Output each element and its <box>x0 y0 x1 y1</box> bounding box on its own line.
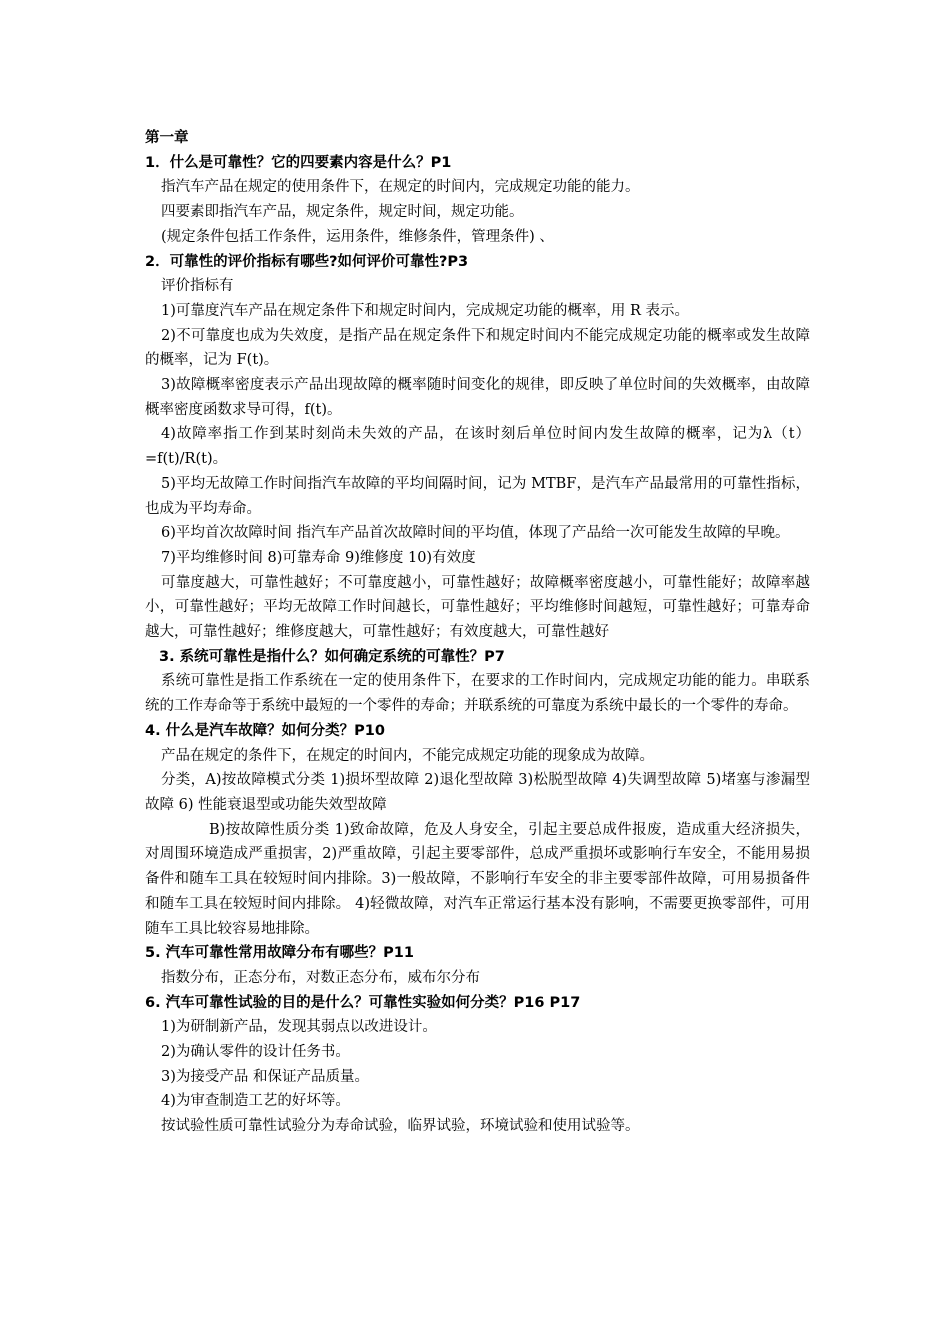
list-item: 2)不可靠度也成为失效度，是指产品在规定条件下和规定时间内不能完成规定功能的概率或发生故障的概率，记为 F(t)。 <box>145 327 810 369</box>
question-2-heading: 2．可靠性的评价指标有哪些?如何评价可靠性?P3 <box>145 253 469 270</box>
list-item: 3)为接受产品 和保证产品质量。 <box>161 1068 369 1085</box>
list-item: 6)平均首次故障时间 指汽车产品首次故障时间的平均值，体现了产品给一次可能发生故障的早晚。 <box>161 525 790 542</box>
list-item: 1)可靠度汽车产品在规定条件下和规定时间内，完成规定功能的概率，用 R 表示。 <box>161 302 690 319</box>
paragraph: 指数分布，正态分布，对数正态分布，威布尔分布 <box>161 969 480 986</box>
paragraph: 四要素即指汽车产品，规定条件，规定时间，规定功能。 <box>161 204 524 221</box>
question-6-heading: 6. 汽车可靠性试验的目的是什么？可靠性实验如何分类？P16 P17 <box>145 994 581 1011</box>
list-item: 1)为研制新产品，发现其弱点以改进设计。 <box>161 1019 437 1036</box>
list-item: 4)故障率指工作到某时刻尚未失效的产品，在该时刻后单位时间内发生故障的概率，记为λ（t）=f(t)/R(t)。 <box>145 426 810 468</box>
paragraph: 可靠度越大，可靠性越好；不可靠度越小，可靠性越好；故障概率密度越小，可靠性能好；故障率越小，可靠性越好；平均无故障工作时间越长，可靠性越好；平均维修时间越短，可靠性越好；可靠寿命越大，可靠性越好；维修度越大，可靠性越好；有效度越大，可靠性越好 <box>145 574 810 641</box>
paragraph: 系统可靠性是指工作系统在一定的使用条件下，在要求的工作时间内，完成规定功能的能力。串联系统的工作寿命等于系统中最短的一个零件的寿命；并联系统的可靠度为系统中最长的一个零件的寿命。 <box>145 673 810 715</box>
paragraph: (规定条件包括工作条件，运用条件，维修条件，管理条件) 、 <box>161 228 554 245</box>
paragraph: 评价指标有 <box>161 278 234 295</box>
question-3-heading: 3. 系统可靠性是指什么？如何确定系统的可靠性？P7 <box>159 648 505 665</box>
paragraph: 产品在规定的条件下，在规定的时间内，不能完成规定功能的现象成为故障。 <box>161 747 654 764</box>
question-4-heading: 4. 什么是汽车故障？如何分类？P10 <box>145 722 385 739</box>
list-item: 4)为审查制造工艺的好坏等。 <box>161 1093 350 1110</box>
list-item: 2)为确认零件的设计任务书。 <box>161 1044 350 1061</box>
chapter-title: 第一章 <box>145 130 189 146</box>
paragraph: 指汽车产品在规定的使用条件下，在规定的时间内，完成规定功能的能力。 <box>161 179 640 196</box>
question-1-heading: 1．什么是可靠性？它的四要素内容是什么？P1 <box>145 154 452 171</box>
list-item: 5)平均无故障工作时间指汽车故障的平均间隔时间，记为 MTBF，是汽车产品最常用的可靠性指标，也成为平均寿命。 <box>145 475 810 517</box>
question-5-heading: 5. 汽车可靠性常用故障分布有哪些？P11 <box>145 945 414 962</box>
paragraph: B)按故障性质分类 1)致命故障，危及人身安全，引起主要总成件报废，造成重大经济损失，对周围环境造成严重损害，2)严重故障，引起主要零部件，总成严重损坏或影响行车安全，不能用易损备件和随车工具在较短时间内排除。3)一般故障，不影响行车安全的非主要零部件故障，可用易损备件和随车工具在较短时间内排除。 4)轻微故障，对汽车正常运行基本没有影响，不需要更换零部件，可用随车工具比较容易地排除。 <box>145 821 810 937</box>
list-item: 3)故障概率密度表示产品出现故障的概率随时间变化的规律，即反映了单位时间的失效概率，由故障概率密度函数求导可得，f(t)。 <box>145 377 810 418</box>
paragraph: 分类，A)按故障模式分类 1)损坏型故障 2)退化型故障 3)松脱型故障 4)失调型故障 5)堵塞与渗漏型故障 6) 性能衰退型或功能失效型故障 <box>145 772 810 813</box>
paragraph: 按试验性质可靠性试验分为寿命试验，临界试验，环境试验和使用试验等。 <box>161 1118 640 1135</box>
list-item: 7)平均维修时间 8)可靠寿命 9)维修度 10)有效度 <box>161 549 476 566</box>
